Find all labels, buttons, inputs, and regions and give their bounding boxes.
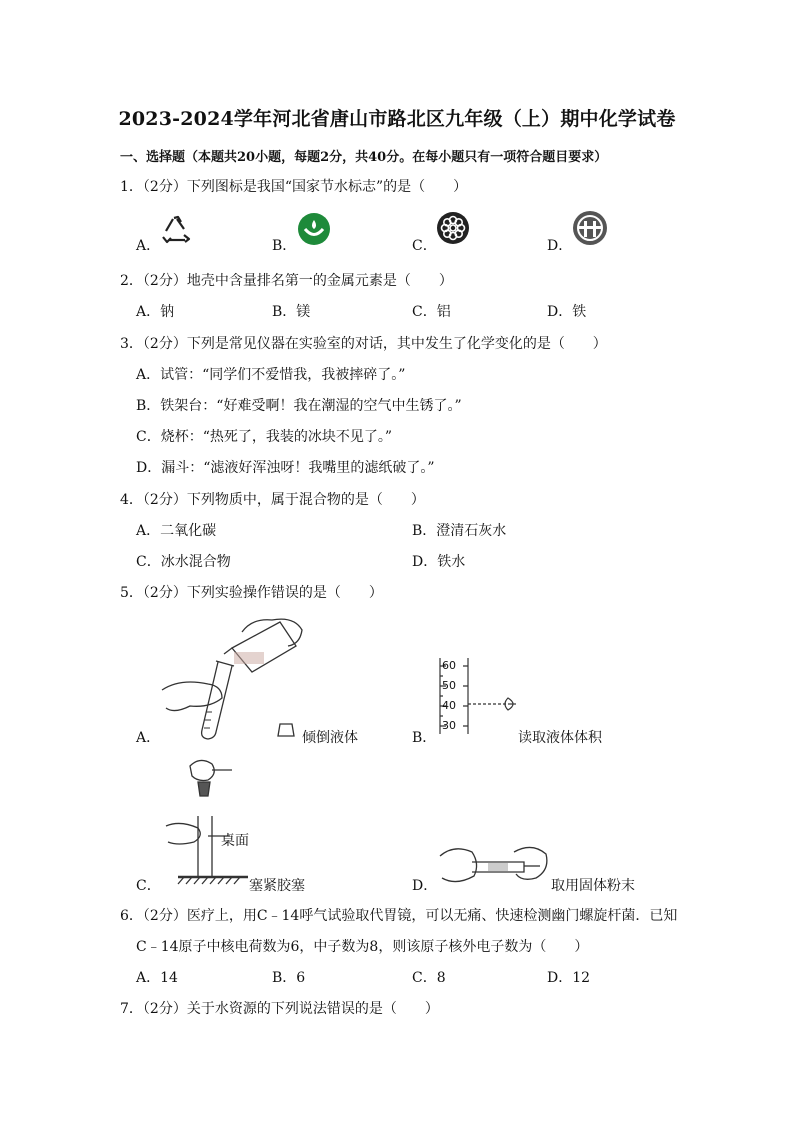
recycle-icon — [160, 215, 194, 245]
q5-option-c[interactable]: C． — [136, 878, 161, 894]
q1-option-d[interactable]: D． — [547, 238, 573, 254]
q3-option-b[interactable]: B．铁架台：“好难受啊！我在潮湿的空气中生锈了。” — [136, 398, 462, 414]
caption-read-volume: 读取液体体积 — [518, 730, 602, 746]
q2-option-c[interactable]: C．铝 — [412, 304, 451, 320]
caption-pour-liquid: 倾倒液体 — [302, 730, 358, 746]
q4-option-d[interactable]: D．铁水 — [412, 554, 466, 570]
circular-emblem-icon — [436, 211, 470, 245]
water-saving-icon — [297, 212, 331, 246]
question-3-stem: 3．（2分）下列是常见仪器在实验室的对话，其中发生了化学变化的是（ ） — [120, 336, 607, 352]
q6-option-b[interactable]: B．6 — [272, 970, 306, 986]
tick-30: 30 — [442, 719, 456, 732]
q2-option-b[interactable]: B．镁 — [272, 304, 311, 320]
page-title: 2023-2024学年河北省唐山市路北区九年级（上）期中化学试卷 — [118, 108, 676, 130]
q4-option-a[interactable]: A．二氧化碳 — [136, 523, 217, 539]
q6-option-c[interactable]: C．8 — [412, 970, 446, 986]
q6-option-d[interactable]: D．12 — [547, 970, 591, 986]
tick-40: 40 — [442, 699, 456, 712]
stopper-figure — [160, 756, 250, 886]
q6-option-a[interactable]: A．14 — [136, 970, 178, 986]
ring-emblem-icon — [572, 210, 608, 246]
q5-option-d[interactable]: D． — [412, 878, 438, 894]
q3-option-a[interactable]: A．试管：“同学们不爱惜我，我被摔碎了。” — [136, 367, 406, 383]
tick-50: 50 — [442, 679, 456, 692]
q4-option-c[interactable]: C．冰水混合物 — [136, 554, 231, 570]
question-6-stem-line1: 6．（2分）医疗上，用C﹣14呼气试验取代胃镜，可以无痛、快速检测幽门螺旋杆菌．已知 — [120, 908, 678, 924]
caption-insert-stopper: 塞紧胶塞 — [249, 878, 305, 894]
question-2-stem: 2．（2分）地壳中含量排名第一的金属元素是（ ） — [120, 273, 453, 289]
q3-option-d[interactable]: D．漏斗：“滤液好浑浊呀！我嘴里的滤纸破了。” — [136, 460, 435, 476]
section-heading: 一、选择题（本题共20小题，每题2分，共40分。在每小题只有一项符合题目要求） — [120, 150, 608, 165]
q1-option-a[interactable]: A． — [136, 238, 161, 254]
q4-option-b[interactable]: B．澄清石灰水 — [412, 523, 507, 539]
q3-option-c[interactable]: C．烧杯：“热死了，我装的冰块不见了。” — [136, 429, 393, 445]
q2-option-a[interactable]: A．钠 — [136, 304, 175, 320]
pouring-liquid-figure — [160, 612, 310, 742]
question-6-stem-line2: C﹣14原子中核电荷数为6，中子数为8，则该原子核外电子数为（ ） — [136, 939, 589, 955]
desk-label: 桌面 — [221, 833, 249, 849]
caption-take-powder: 取用固体粉末 — [551, 878, 635, 894]
question-5-stem: 5．（2分）下列实验操作错误的是（ ） — [120, 585, 383, 601]
question-4-stem: 4．（2分）下列物质中，属于混合物的是（ ） — [120, 492, 425, 508]
question-7-stem: 7．（2分）关于水资源的下列说法错误的是（ ） — [120, 1001, 439, 1017]
q1-option-c[interactable]: C． — [412, 238, 437, 254]
q1-option-b[interactable]: B． — [272, 238, 297, 254]
q5-option-a[interactable]: A． — [136, 730, 161, 746]
question-1-stem: 1．（2分）下列图标是我国“国家节水标志”的是（ ） — [120, 179, 468, 195]
q2-option-d[interactable]: D．铁 — [547, 304, 587, 320]
q5-option-b[interactable]: B． — [412, 730, 437, 746]
tick-60: 60 — [442, 659, 456, 672]
powder-sampling-figure — [436, 842, 552, 890]
